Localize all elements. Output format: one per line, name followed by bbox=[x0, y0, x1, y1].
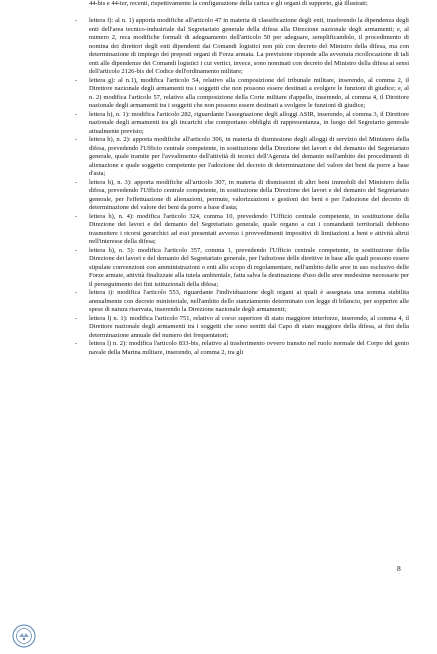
list-item-text: lettera h), n. 5): modifica l'articolo 357, comma 1, prevedendo l'Ufficio centrale competente, in sostituzione della Direzione dei lavori e del demanio del Segretariato generale, per l'adozione delle direttive in base alle quali possono essere stipulate convenzioni con amministrazioni o enti allo scopo di regolamentare, nell'ambito delle aree in uso esclusivo delle Forze armate, attività finalizzate alla tutela ambientale, fatta salva la destinazione d'uso delle aree medesime necessarie per il perseguimento dei fini istituzionali della difesa; bbox=[89, 246, 409, 288]
list-item bbox=[75, 111, 409, 137]
list-item-text: lettera h), n. 2): apporta modifiche all'articolo 306, in materia di dismissione degli alloggi di servizio del Ministero della difesa, prevedendo l'Ufficio centrale competente, in sostituzione della Direzione dei lavori e del demanio del Segretariato generale, quale tramite per l'avvalimento dell'attività di tecnici dell'Agenzia del demanio nell'ambito dei procedimenti di alienazione e quale soggetto competente per l'adozione del decreto di determinazione del valore dei beni da porre a base d'asta; bbox=[89, 136, 409, 177]
list-item-text: lettera h), n. 1): modifica l'articolo 282, riguardante l'assegnazione degli alloggi ASIR, inserendo, al comma 3, il Direttore nazionale degli armamenti tra gli incarichi che comportano obblighi di rappresentanza, in luogo del Segretario generale attualmente previsto; bbox=[89, 110, 409, 135]
bullet-dash: - bbox=[75, 246, 78, 254]
list-item bbox=[75, 136, 409, 179]
list-item bbox=[75, 340, 409, 357]
bullet-dash: - bbox=[75, 340, 78, 347]
bullet-dash: - bbox=[75, 110, 78, 118]
list-item bbox=[75, 179, 409, 213]
list-item-text: lettera i): modifica l'articolo 553, riguardante l'individuazione degli organi ai quali è assegnata una somma stabilita annualmente con decreto ministeriale, nell'ambito dello stanziamento determinato con legge di bilancio, per sopperire alle spese di natura riservata, inserendo la Direzione nazionale degli armamenti; bbox=[89, 289, 409, 313]
lead-text: 44-bis e 44-ter, recenti, rispettivamente la configurazione della carica e gli organi di supporto, già illustrati; bbox=[89, 0, 368, 7]
bullet-dash: - bbox=[75, 212, 78, 220]
list-item bbox=[75, 213, 409, 247]
list-item bbox=[75, 315, 409, 341]
bullet-dash: - bbox=[75, 17, 78, 24]
list-item-text: lettera h), n. 4): modifica l'articolo 324, comma 10, prevedendo l'Ufficio centrale competente, in sostituzione della Direzione dei lavori e del demanio del Segretariato generale, quale organo a cui i comandanti territoriali debbono trasmettere i ricorsi gerarchici ad essi presentati avverso i provvedimenti impositivi di limitazioni a beni e attività altrui nell'interesse della difesa; bbox=[89, 212, 409, 245]
lead-paragraph bbox=[89, 0, 409, 9]
official-seal-icon bbox=[12, 624, 36, 648]
amendment-list bbox=[75, 17, 409, 357]
list-item-text: lettera f): al n. 1) apporta modifiche all'articolo 47 in materia di classificazione degli enti, trasferendo la dipendenza degli enti dell'area tecnico-industriale dal Segretariato generale della difesa alla Direzione nazionale degli armamenti; e, al numero 2, reca modifiche formali di adeguamento dell'articolo 50 per adeguare, semplificandolo, il procedimento di nomina dei direttori degli enti dipendenti dai Comandi logistici non più con decreto del Ministro della difesa, ma con determinazione di impiego dei preposti organi di Forza armata. La previsione risponde alla avvenuta ricollocazione di tali enti alle dipendenze dei Comandi logistici i cui vertici, invece, sono nominati con decreto del Ministro della difesa ai sensi dell'articolo 2126-bis del Codice dell'ordinamento militare; bbox=[89, 17, 409, 75]
bullet-dash: - bbox=[75, 178, 78, 186]
list-item bbox=[75, 17, 409, 77]
list-item-text: lettera l) n. 2): modifica l'articolo 833-bis, relativo al trasferimento ovvero transito nel ruolo normale del Corpo del genio navale della Marina militare, inserendo, al comma 2, tra gli bbox=[89, 340, 409, 356]
list-item bbox=[75, 247, 409, 290]
list-item-text: lettera h), n. 3): apporta modifiche all'articolo 307, in materia di dismissioni di altri beni immobili del Ministero della difesa, prevedendo l'Ufficio centrale competente, in sostituzione della Direzione dei lavori e del demanio del Segretariato generale, per l'effettuazione di alienazioni, permute, valorizzazioni e gestioni dei beni e per l'adozione del decreto di determinazione del valore dei beni da porre a base d'asta; bbox=[89, 178, 409, 211]
bullet-dash: - bbox=[75, 76, 78, 84]
list-item bbox=[75, 289, 409, 315]
list-item-text: lettera l) n. 1): modifica l'articolo 751, relativo al corso superiore di stato maggiore interforze, inserendo, al comma 4, il Direttore nazionale degli armamenti tra i soggetti che sono sentiti dal Capo di stato maggiore della difesa, ai fini della determinazione annuale del numero dei frequentatori; bbox=[89, 314, 409, 339]
page-number: 8 bbox=[397, 564, 401, 573]
list-item-text: lettera g): al n.1), modifica l'articolo 54, relativo alla composizione del tribunale militare, inserendo, al comma 2, il Direttore nazionale degli armamenti tra i soggetti che non possono essere destinati a svolgere le funzioni di giudice; e, al n. 2) modifica l'articolo 57, relativo alla composizione della Corte militare d'appello, inserendo, al comma 4, il Direttore nazionale degli armamenti tra i soggetti che non possono essere destinati a svolgere le funzioni di giudice; bbox=[89, 76, 409, 109]
bullet-dash: - bbox=[75, 289, 78, 296]
list-item bbox=[75, 77, 409, 111]
bullet-dash: - bbox=[75, 136, 78, 143]
bullet-dash: - bbox=[75, 314, 78, 322]
